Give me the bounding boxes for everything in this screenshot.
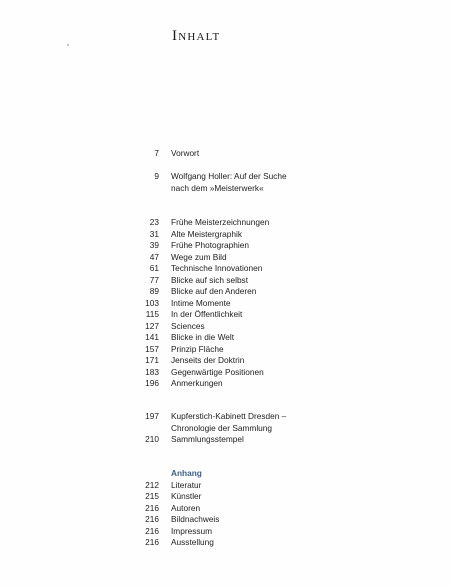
- toc-entry-title: Kupferstich-Kabinett Dresden –: [171, 411, 287, 421]
- toc-entry-title: Autoren: [171, 502, 201, 513]
- toc-entry-title: Künstler: [171, 491, 202, 501]
- toc-page-number: 89: [149, 286, 159, 296]
- toc-entry-title: Prinzip Fläche: [171, 343, 224, 354]
- toc-page-number: 196: [145, 378, 159, 388]
- toc-page-number: 183: [145, 366, 159, 377]
- toc-page-number: 23: [149, 217, 159, 227]
- toc-page-number: 141: [145, 332, 159, 342]
- toc-page-number: 216: [145, 537, 159, 547]
- toc-entry-title: Blicke auf den Anderen: [171, 286, 257, 296]
- toc-page-number: 61: [149, 263, 159, 273]
- toc-page-number: 47: [149, 251, 159, 262]
- toc-entry-title: In der Öffentlichkeit: [171, 309, 243, 319]
- toc-entry-title: Anmerkungen: [171, 378, 223, 388]
- toc-entry-title: Frühe Photographien: [171, 240, 249, 250]
- toc-entry-title: Sciences: [171, 320, 205, 331]
- toc-entry-title: Sammlungsstempel: [171, 434, 244, 444]
- toc-entry-title: Impressum: [171, 525, 213, 536]
- toc-entry-title: Alte Meistergraphik: [171, 228, 243, 239]
- toc-entry-title: Ausstellung: [171, 537, 214, 547]
- toc-page-number: 215: [145, 491, 159, 501]
- appendix-heading: Anhang: [171, 468, 202, 478]
- toc-entry-title-line2: Chronologie der Sammlung: [171, 422, 273, 433]
- toc-page-number: 216: [145, 525, 159, 536]
- toc-page-number: 103: [145, 297, 159, 308]
- toc-page-number: 157: [145, 343, 159, 354]
- toc-entry-title: Wege zum Bild: [171, 251, 227, 262]
- page-title: Inhalt: [172, 28, 221, 44]
- toc-page-number: 7: [154, 148, 159, 158]
- toc-page-number: 216: [145, 502, 159, 513]
- toc-entry-title-line2: nach dem »Meisterwerk«: [171, 182, 264, 193]
- toc-page-number: 197: [145, 411, 159, 421]
- toc-entry-title: Jenseits der Doktrin: [171, 355, 245, 365]
- toc-entry-title: Vorwort: [171, 148, 200, 158]
- toc-page-number: 171: [145, 355, 159, 365]
- toc-entry-title: Literatur: [171, 479, 202, 490]
- toc-page-number: 212: [145, 479, 159, 490]
- toc-entry-title: Frühe Meisterzeichnungen: [171, 217, 270, 227]
- toc-page-number: 77: [149, 274, 159, 285]
- toc-page-number: 210: [145, 434, 159, 444]
- toc-page-number: 115: [145, 309, 159, 319]
- toc-entry-title: Blicke auf sich selbst: [171, 274, 249, 285]
- toc-entry-title: Bildnachweis: [171, 514, 220, 524]
- toc-page-number: 39: [149, 240, 159, 250]
- toc-page-number: 9: [154, 171, 159, 181]
- toc-page-number: 127: [145, 320, 159, 331]
- paper-speck: [67, 44, 69, 46]
- toc-entry-title: Wolfgang Holler: Auf der Suche: [171, 171, 287, 181]
- toc-page-number: 31: [149, 228, 159, 239]
- toc-entry-title: Blicke in die Welt: [171, 332, 235, 342]
- toc-entry-title: Intime Momente: [171, 297, 231, 308]
- toc-entry-title: Technische Innovationen: [171, 263, 263, 273]
- toc-entry-title: Gegenwärtige Positionen: [171, 366, 264, 377]
- toc-page-number: 216: [145, 514, 159, 524]
